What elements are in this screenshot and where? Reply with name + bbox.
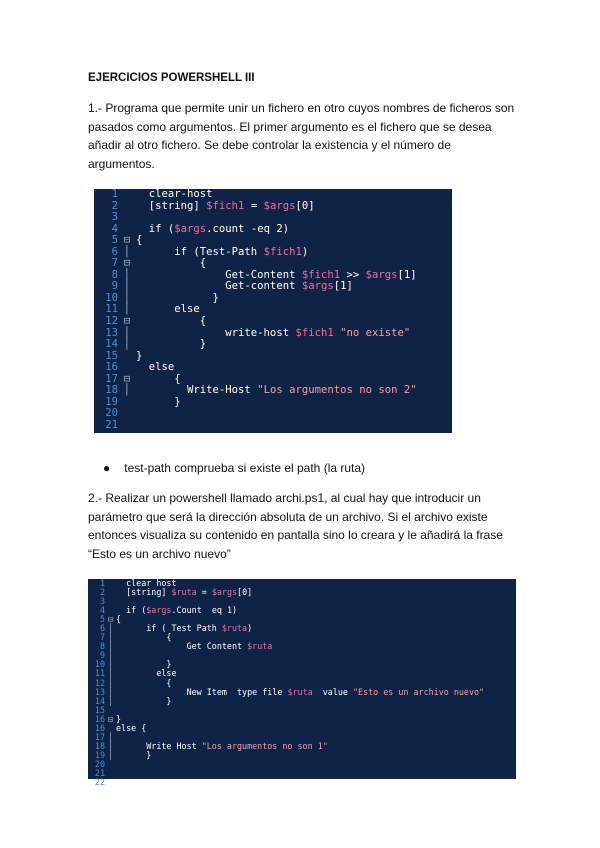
code-token: Get-Content	[136, 268, 302, 281]
code-token: {	[136, 257, 207, 270]
line-number: 16	[94, 722, 105, 733]
code-token: .Count eq 1)	[171, 605, 238, 616]
line-number: 3	[111, 211, 118, 224]
line-number: 13	[94, 686, 105, 697]
code-line	[94, 201, 452, 213]
code-token: [string]	[116, 587, 172, 598]
code-line	[94, 420, 452, 432]
line-number: 11	[105, 303, 118, 316]
code-text	[136, 224, 289, 236]
code-token: Write Host	[116, 740, 202, 751]
code-screenshot-2	[88, 578, 516, 788]
fold-guide: │	[107, 686, 114, 697]
fold-guide: │	[107, 677, 114, 688]
fold-guide	[105, 579, 116, 588]
line-number: 6	[99, 623, 105, 634]
code-token: }	[136, 338, 207, 351]
code-token: else {	[116, 722, 147, 733]
code-string: "no existe"	[340, 326, 411, 339]
fold-guide	[118, 351, 136, 363]
collapse-toggle-icon[interactable]: ⊟	[123, 315, 131, 328]
fold-guide: │	[123, 245, 131, 258]
line-number: 2	[111, 199, 118, 212]
line-number: 14	[105, 338, 118, 351]
code-text	[116, 751, 151, 760]
line-number: 10	[94, 659, 105, 670]
code-variable: $ruta	[171, 587, 197, 598]
code-token: )	[247, 623, 253, 634]
bullet-item	[103, 461, 365, 475]
line-number: 15	[105, 349, 118, 362]
line-number: 22	[94, 777, 105, 788]
code-token: }	[116, 749, 152, 760]
code-token: {	[116, 677, 172, 688]
fold-guide: │	[123, 291, 131, 304]
code-token: [0]	[237, 587, 253, 598]
code-token: {	[136, 234, 143, 247]
fold-guide: │	[107, 749, 114, 760]
code-variable: $fich1	[206, 199, 245, 212]
line-number: 11	[94, 668, 105, 679]
collapse-toggle-icon[interactable]: ⊟	[107, 713, 114, 724]
fold-guide: │	[107, 695, 114, 706]
collapse-toggle-icon[interactable]: ⊟	[123, 234, 131, 247]
line-number: 13	[105, 326, 118, 339]
code-line	[88, 715, 516, 724]
fold-guide	[118, 212, 136, 224]
line-number: 9	[99, 650, 105, 661]
code-variable: $args	[365, 268, 398, 281]
fold-guide: │	[107, 632, 114, 643]
code-token: }	[136, 291, 219, 304]
bullet-text: test-path comprueba si existe el path (la ruta)	[124, 461, 366, 475]
line-number: 5	[99, 614, 105, 625]
code-token: [1]	[333, 280, 353, 293]
code-line	[88, 742, 516, 751]
line-number: 9	[111, 280, 118, 293]
code-line	[88, 706, 516, 715]
line-number: 2	[99, 587, 105, 598]
code-text	[116, 697, 171, 706]
code-line	[88, 778, 516, 787]
code-text	[136, 201, 315, 213]
code-token: Get Content	[116, 641, 248, 652]
code-variable: $args	[301, 280, 334, 293]
code-line	[94, 408, 452, 420]
line-number: 18	[105, 384, 118, 397]
line-number: 20	[105, 407, 118, 420]
code-token: }	[136, 395, 181, 408]
code-token: .count -eq 2)	[206, 222, 290, 235]
line-number: 18	[94, 740, 105, 751]
line-number: 14	[94, 695, 105, 706]
code-token: {	[116, 614, 122, 625]
code-string: "Los argumentos no son 1"	[201, 740, 328, 751]
code-variable: $ruta	[287, 686, 313, 697]
code-token: write-host	[136, 326, 296, 339]
bullet-dot-icon: ●	[103, 461, 111, 475]
line-number: 19	[105, 395, 118, 408]
fold-guide	[118, 408, 136, 420]
code-token: }	[136, 349, 143, 362]
collapse-toggle-icon[interactable]: ⊟	[123, 257, 131, 270]
code-line	[94, 224, 452, 236]
code-variable: $args	[263, 199, 296, 212]
code-string: "Los argumentos no son 2"	[257, 384, 417, 397]
code-token: =	[196, 587, 212, 598]
code-token: {	[136, 372, 181, 385]
fold-guide: │	[107, 668, 114, 679]
code-line	[88, 697, 516, 706]
code-line	[88, 724, 516, 733]
fold-guide	[105, 588, 116, 597]
code-line	[88, 642, 516, 651]
fold-guide: │	[123, 268, 131, 281]
fold-guide: │	[123, 280, 131, 293]
code-token: >>	[340, 268, 366, 281]
line-number: 3	[99, 596, 105, 607]
code-token: else	[136, 361, 175, 374]
fold-guide: │	[107, 623, 114, 634]
line-number: 17	[105, 372, 118, 385]
line-number: 8	[99, 641, 105, 652]
fold-guide	[118, 189, 136, 201]
line-number: 21	[94, 767, 105, 778]
fold-guide	[118, 420, 136, 432]
code-token: )	[301, 245, 309, 258]
code-line	[94, 339, 452, 351]
code-token: else	[136, 303, 200, 316]
code-token: value	[312, 686, 353, 697]
code-token: }	[116, 713, 122, 724]
code-token: }	[116, 659, 172, 670]
exercise-2-statement: 2.- Realizar un powershell llamado archi.ps1, al cual hay que introducir un parámetro que será la dirección absoluta de un archivo. Si el archivo existe entonces visualiza su contenido en pantalla sino lo creara y le añadirá la frase “Esto es un archivo nuevo”	[88, 491, 503, 561]
line-number: 15	[94, 704, 105, 715]
fold-guide	[105, 760, 116, 769]
code-token: Write-Host	[136, 384, 258, 397]
page-title: EJERCICIOS POWERSHELL III	[88, 72, 255, 84]
code-token: {	[116, 632, 172, 643]
line-number: 1	[111, 188, 118, 200]
line-number: 19	[94, 749, 105, 760]
code-token: if (	[136, 222, 175, 235]
code-token: clear host	[116, 578, 177, 588]
code-variable: $ruta	[247, 641, 273, 652]
code-variable: $args	[146, 605, 172, 616]
collapse-toggle-icon[interactable]: ⊟	[107, 614, 114, 625]
line-number: 21	[105, 418, 118, 431]
fold-guide: │	[107, 740, 114, 751]
line-number: 7	[111, 257, 118, 270]
fold-guide: │	[123, 303, 131, 316]
fold-guide: │	[107, 650, 114, 661]
line-number: 1	[99, 578, 105, 588]
code-variable: $fich1	[295, 326, 334, 339]
line-number: 12	[105, 315, 118, 328]
code-token: [1]	[397, 268, 417, 281]
fold-guide: │	[107, 731, 114, 742]
line-number: 6	[111, 245, 118, 258]
fold-guide: │	[123, 384, 131, 397]
code-screenshot-1	[94, 189, 452, 433]
line-number: 7	[99, 632, 105, 643]
code-token: New Item type file	[116, 686, 288, 697]
fold-guide	[105, 778, 116, 787]
code-text	[136, 420, 142, 432]
code-line	[88, 760, 516, 769]
line-number: 8	[111, 268, 118, 281]
line-number: 10	[105, 291, 118, 304]
exercise-1-statement: 1.- Programa que permite unir un fichero en otro cuyos nombres de ficheros son pasados como argumentos. El primer argumento es el fichero que se desea añadir al otro fichero. Se debe controlar la existencia y el número de argumentos.	[88, 101, 515, 171]
fold-guide: │	[123, 338, 131, 351]
fold-guide: │	[123, 326, 131, 339]
code-token: if (	[116, 605, 147, 616]
code-token: }	[116, 695, 172, 706]
line-number: 16	[94, 713, 105, 724]
fold-guide	[118, 201, 136, 213]
fold-guide: │	[107, 659, 114, 670]
code-line	[94, 397, 452, 409]
code-token: {	[136, 315, 207, 328]
code-token: clear-host	[136, 188, 213, 200]
fold-guide: │	[107, 641, 114, 652]
code-string: "Esto es un archivo nuevo"	[353, 686, 485, 697]
fold-guide	[105, 597, 116, 606]
code-token: =	[244, 199, 264, 212]
code-token: if (Test-Path	[136, 245, 264, 258]
collapse-toggle-icon[interactable]: ⊟	[123, 372, 131, 385]
line-number: 5	[111, 234, 118, 247]
code-variable: $fich1	[301, 268, 341, 281]
code-text	[116, 778, 121, 787]
code-text	[136, 397, 181, 409]
code-variable: $fich1	[263, 245, 302, 258]
line-number: 4	[111, 222, 118, 235]
code-token: Get-content	[136, 280, 302, 293]
line-number: 16	[105, 361, 118, 374]
code-line	[88, 606, 516, 615]
fold-guide	[118, 397, 136, 409]
code-token: [0]	[295, 199, 315, 212]
code-variable: $args	[211, 587, 238, 598]
line-number: 17	[94, 731, 105, 742]
code-line	[88, 751, 516, 760]
code-token: if ( Test Path	[116, 623, 222, 634]
code-token: [string]	[136, 199, 207, 212]
code-line	[88, 588, 516, 597]
code-text	[136, 339, 206, 351]
code-token: else	[116, 668, 177, 679]
code-line	[88, 769, 516, 778]
code-text	[116, 606, 237, 615]
fold-guide	[105, 769, 116, 778]
line-number: 12	[94, 677, 105, 688]
code-variable: $ruta	[221, 623, 248, 634]
line-number: 4	[99, 605, 105, 616]
code-text	[116, 642, 272, 651]
code-text	[116, 588, 252, 597]
code-variable: $args	[174, 222, 207, 235]
line-number: 20	[94, 758, 105, 769]
